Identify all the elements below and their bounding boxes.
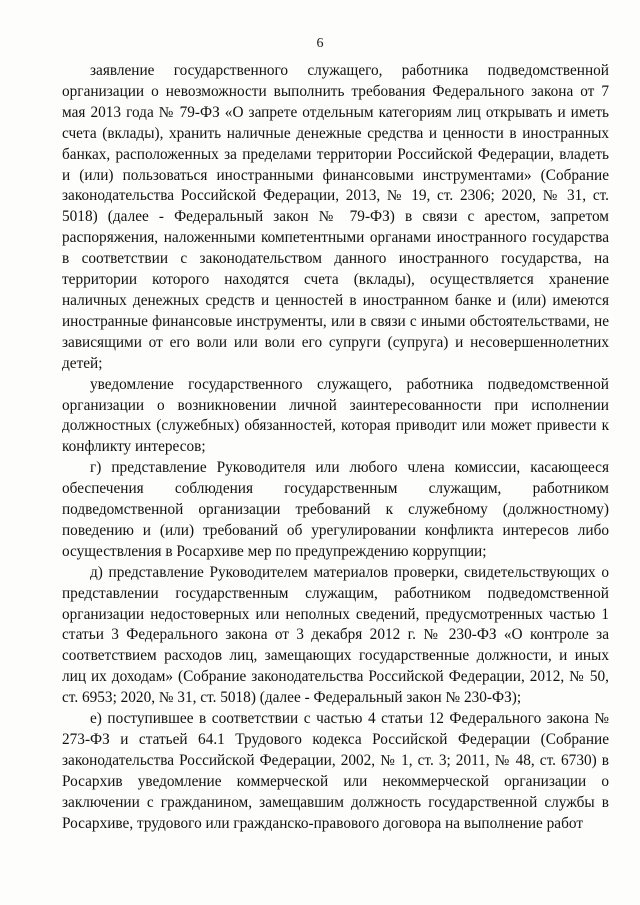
paragraph-g-submission: г) представление Руководителя или любого члена комиссии, касающееся обеспечения соблюдения государственным служащим, работником подведомственной организации требований к служебному (должностному) поведению и (или) требований об урегулировании конфликта интересов либо осуществления в Росархиве мер по предупреждению коррупции; <box>62 459 609 560</box>
page-number: 6 <box>316 36 324 51</box>
paragraph-e-received: е) поступившее в соответствии с частью 4 статьи 12 Федерального закона № 273-ФЗ и статьей 64.1 Трудового кодекса Российской Федерации (Собрание законодательства Российской Федерации, 2002, № 1, ст. 3; 2011, № 48, ст. 6730) в Росархив уведомление коммерческой или некоммерческой организации о заключении с гражданином, замещавшим должность государственной службы в Росархиве, трудового или гражданско-правового договора на выполнение работ <box>62 710 609 832</box>
document-body <box>62 61 609 835</box>
paragraph-d-submission: д) представление Руководителем материалов проверки, свидетельствующих о представлении государственным служащим, работником подведомственной организации недостоверных или неполных сведений, предусмотренных частью 1 статьи 3 Федерального закона от 3 декабря 2012 г. № 230-ФЗ «О контроле за соответствием расходов лиц, замещающих государственные должности, и иных лиц их доходам» (Собрание законодательства Российской Федерации, 2012, № 50, ст. 6953; 2020, № 31, ст. 5018) (далее - Федеральный закон № 230-ФЗ); <box>62 563 609 707</box>
paragraph-notification-conflict: уведомление государственного служащего, работника подведомственной организации о возникновении личной заинтересованности при исполнении должностных (служебных) обязанностей, которая приводит или может привести к конфликту интересов; <box>62 375 609 456</box>
paragraph-statement-79fz: заявление государственного служащего, работника подведомственной организации о невозможности выполнить требования Федерального закона от 7 мая 2013 года № 79-ФЗ «О запрете отдельным категориям лиц открывать и иметь счета (вклады), хранить наличные денежные средства и ценности в иностранных банках, расположенных за пределами территории Российской Федерации, владеть и (или) пользоваться иностранными финансовыми инструментами» (Собрание законодательства Российской Федерации, 2013, № 19, ст. 2306; 2020, № 31, ст. 5018) (далее - Федеральный закон № 79-ФЗ) в связи с арестом, запретом распоряжения, наложенными компетентными органами иностранного государства в соответствии с законодательством данного иностранного государства, на территории которого находятся счета (вклады), осуществляется хранение наличных денежных средств и ценностей в иностранном банке и (или) имеются иностранные финансовые инструменты, или в связи с иными обстоятельствами, не зависящими от его воли или воли его супруги (супруга) и несовершеннолетних детей; <box>62 62 609 372</box>
